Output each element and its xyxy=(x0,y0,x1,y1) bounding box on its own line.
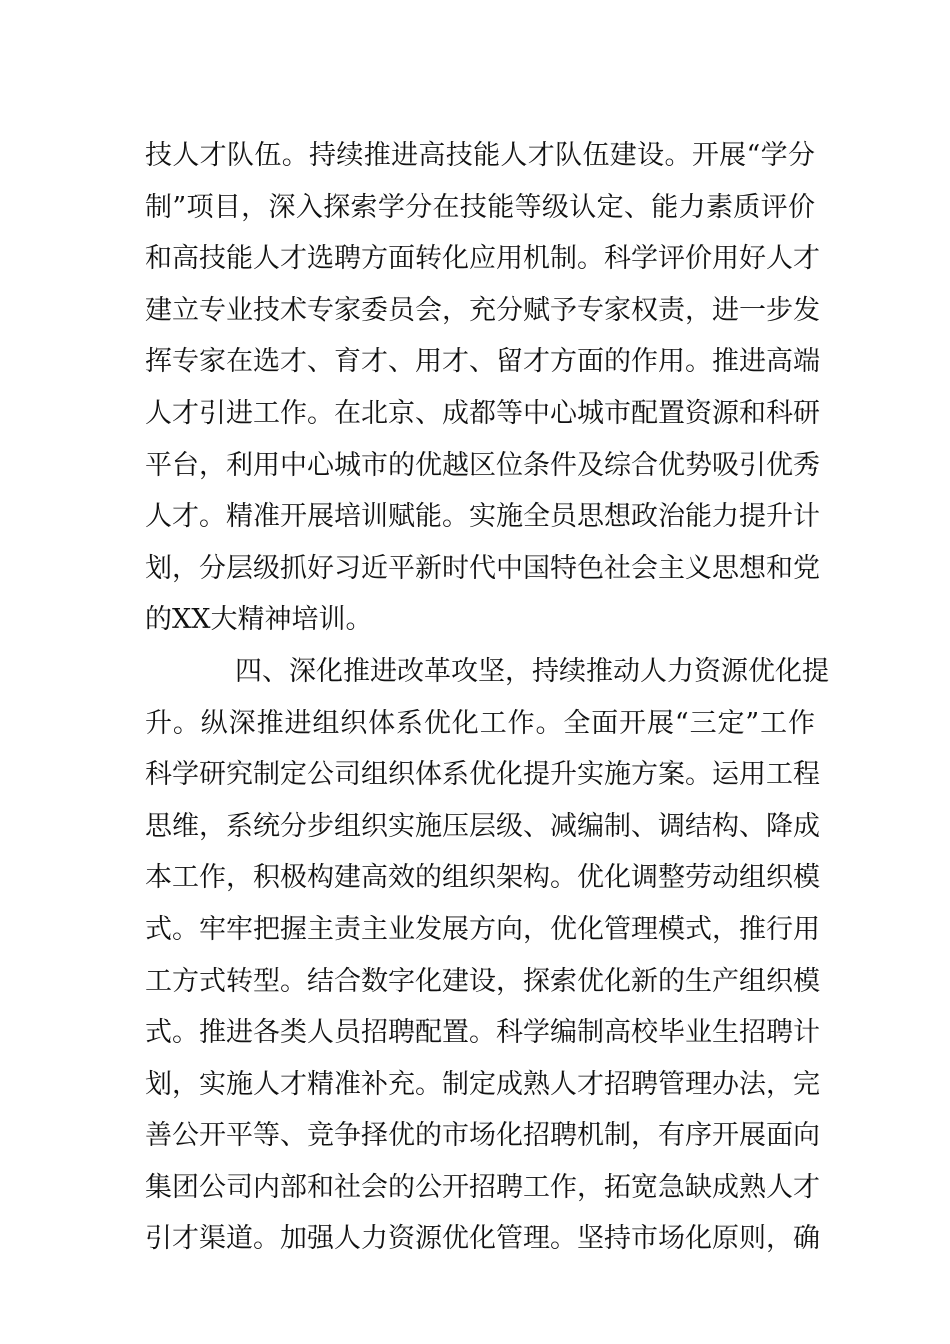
text-line: 善公开平等、竞争择优的市场化招聘机制，有序开展面向 xyxy=(145,1120,820,1152)
text-line: 科学研究制定公司组织体系优化提升实施方案。运用工程 xyxy=(145,759,820,791)
text-line: 技人才队伍。持续推进高技能人才队伍建设。开展“学分 xyxy=(145,140,815,171)
text-line: 式。推进各类人员招聘配置。科学编制高校毕业生招聘计 xyxy=(145,1017,820,1049)
text-line: 式。牢牢把握主责主业发展方向，优化管理模式，推行用 xyxy=(145,913,820,945)
text-line: 人才。精准开展培训赋能。实施全员思想政治能力提升计 xyxy=(145,501,820,533)
text-line: 人才引进工作。在北京、成都等中心城市配置资源和科研 xyxy=(145,397,820,429)
text-line: 划，分层级抓好习近平新时代中国特色社会主义思想和党 xyxy=(145,552,820,584)
text-line: 引才渠道。加强人力资源优化管理。坚持市场化原则，确 xyxy=(145,1223,820,1255)
body-text xyxy=(145,130,829,1265)
paragraph-end-line: 的XX大精神培训。 xyxy=(145,604,373,636)
text-line: 集团公司内部和社会的公开招聘工作，拓宽急缺成熟人才 xyxy=(145,1171,820,1203)
text-line: 平台，利用中心城市的优越区位条件及综合优势吸引优秀 xyxy=(145,449,820,481)
text-line: 工方式转型。结合数字化建设，探索优化新的生产组织模 xyxy=(145,965,820,997)
section-heading-line: 四、深化推进改革攻坚，持续推动人力资源优化提 xyxy=(235,655,829,687)
text-line: 思维，系统分步组织实施压层级、减编制、调结构、降成 xyxy=(145,810,820,842)
text-line: 建立专业技术专家委员会，充分赋予专家权责，进一步发 xyxy=(145,294,820,326)
text-line: 挥专家在选才、育才、用才、留才方面的作用。推进高端 xyxy=(145,346,820,378)
text-line: 和高技能人才选聘方面转化应用机制。科学评价用好人才 xyxy=(145,243,820,275)
text-line: 升。纵深推进组织体系优化工作。全面开展“三定”工作 xyxy=(145,707,815,739)
text-line: 制”项目，深入探索学分在技能等级认定、能力素质评价 xyxy=(145,191,815,223)
text-line: 本工作，积极构建高效的组织架构。优化调整劳动组织模 xyxy=(145,862,820,894)
text-line: 划，实施人才精准补充。制定成熟人才招聘管理办法，完 xyxy=(145,1068,820,1100)
